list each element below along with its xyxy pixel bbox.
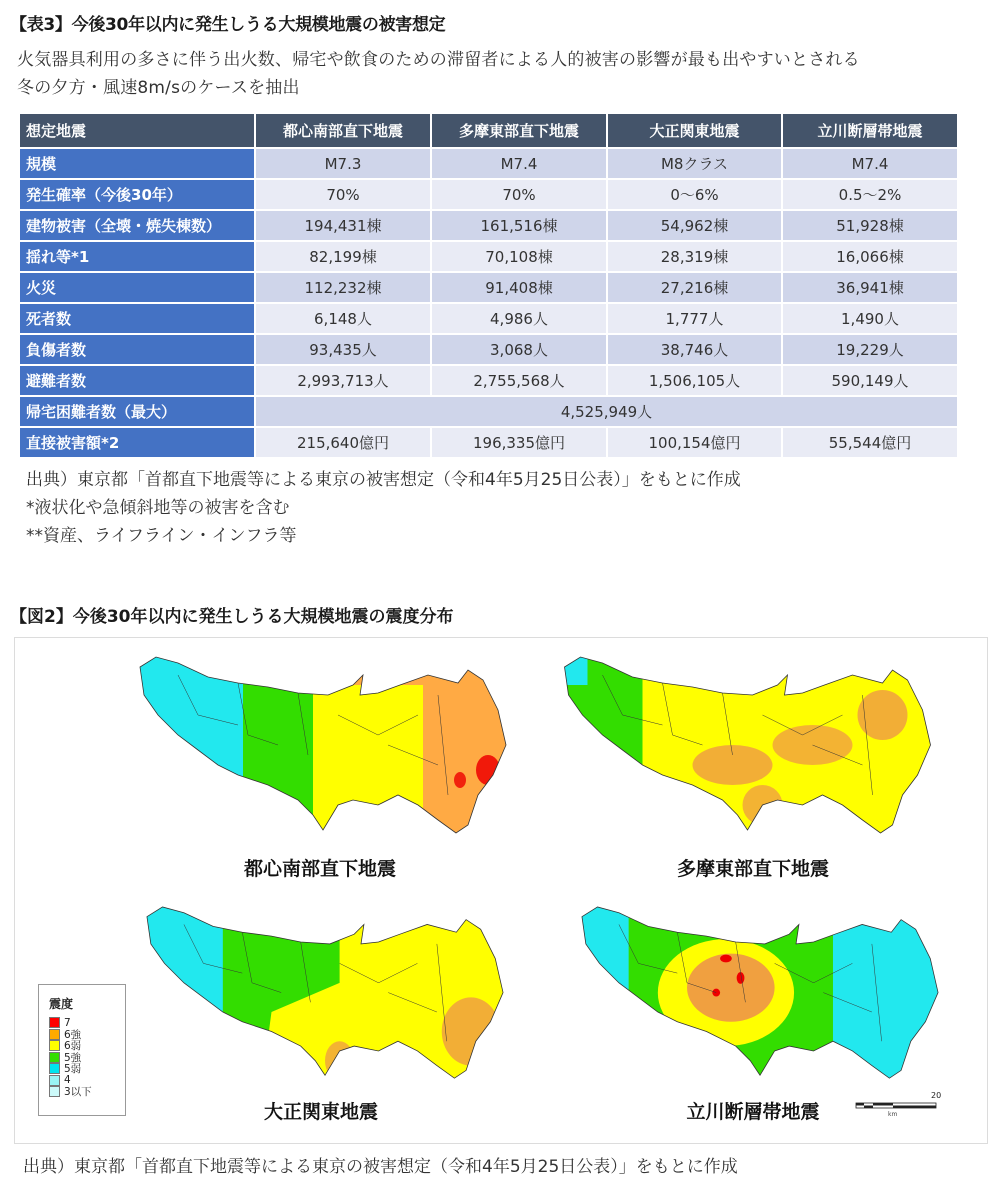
table-row [19,365,958,396]
legend-swatch-5-lower [49,1063,60,1074]
table-cell: M8クラス [607,148,782,179]
legend-label: 5強 [64,1051,82,1064]
table-cell: 1,777人 [607,303,782,334]
row-label: 直接被害額*2 [19,427,255,458]
table-cell: 51,928棟 [782,210,958,241]
table-row [19,241,958,272]
scale-value: 20 [931,1091,942,1100]
table-cell: 38,746人 [607,334,782,365]
map-label-tachikawa: 立川断層帯地震 [686,1101,820,1123]
table-row [19,272,958,303]
table-cell: 70% [431,179,607,210]
seismic-map-tokyo-south [138,655,508,840]
table-source-note: 出典）東京都「首都直下地震等による東京の被害想定（令和4年5月25日公表）」をもとに作成 [26,470,741,490]
seismic-map-tama-east [560,655,935,840]
map-label-tama-east: 多摩東部直下地震 [676,858,829,880]
legend-label: 7 [64,1016,71,1029]
table-cell: 0〜6% [607,179,782,210]
legend-swatch-5-upper [49,1052,60,1063]
scale-bar [855,1093,945,1123]
table-cell: 196,335億円 [431,427,607,458]
table-title: 【表3】今後30年以内に発生しうる大規模地震の被害想定 [10,15,446,35]
table-cell: 100,154億円 [607,427,782,458]
row-label: 揺れ等*1 [19,241,255,272]
table-cell-merged: 4,525,949人 [255,396,958,427]
table-cell: 161,516棟 [431,210,607,241]
table-cell: 19,229人 [782,334,958,365]
footnote-2: **資産、ライフライン・インフラ等 [26,526,297,546]
table-cell: 28,319棟 [607,241,782,272]
footnote-1: *液状化や急傾斜地等の被害を含む [26,498,290,518]
table-cell: 6,148人 [255,303,431,334]
table-cell: 54,962棟 [607,210,782,241]
table-cell: 590,149人 [782,365,958,396]
table-cell: 194,431棟 [255,210,431,241]
legend-swatch-7 [49,1017,60,1028]
legend-title: 震度 [49,997,74,1011]
legend-label: 4 [64,1074,71,1087]
header-scenario: 想定地震 [19,113,255,148]
table-cell: 16,066棟 [782,241,958,272]
table-intro [17,46,992,102]
figure-title: 【図2】今後30年以内に発生しうる大規模地震の震度分布 [10,607,454,627]
legend-label: 6強 [64,1028,82,1041]
table-cell: 2,993,713人 [255,365,431,396]
table-row [19,396,958,427]
scale-unit: km [888,1111,898,1118]
table-cell: 36,941棟 [782,272,958,303]
row-label: 火災 [19,272,255,303]
table-cell: 1,490人 [782,303,958,334]
figure-source-note: 出典）東京都「首都直下地震等による東京の被害想定（令和4年5月25日公表）」をもとに作成 [23,1157,738,1177]
legend-label: 6弱 [64,1040,82,1053]
table-cell: 55,544億円 [782,427,958,458]
intensity-legend [38,984,126,1116]
header-tachikawa: 立川断層帯地震 [782,113,958,148]
legend-swatch-3-below [49,1086,60,1097]
map-label-taisho-kanto: 大正関東地震 [263,1101,378,1123]
row-label: 規模 [19,148,255,179]
legend-label: 5弱 [64,1063,82,1076]
row-label: 死者数 [19,303,255,334]
table-notes [26,466,741,550]
table-header-row [19,113,958,148]
table-row [19,303,958,334]
table-row [19,210,958,241]
row-label: 負傷者数 [19,334,255,365]
row-label: 避難者数 [19,365,255,396]
table-cell: 3,068人 [431,334,607,365]
legend-swatch-6-upper [49,1029,60,1040]
row-label: 発生確率（今後30年） [19,179,255,210]
table-cell: M7.4 [782,148,958,179]
damage-estimate-table [18,112,959,459]
table-cell: 70% [255,179,431,210]
header-taisho-kanto: 大正関東地震 [607,113,782,148]
table-cell: M7.4 [431,148,607,179]
table-cell: 91,408棟 [431,272,607,303]
table-cell: 215,640億円 [255,427,431,458]
table-row [19,179,958,210]
table-cell: 70,108棟 [431,241,607,272]
table-cell: 1,506,105人 [607,365,782,396]
row-label: 建物被害（全壊・焼失棟数） [19,210,255,241]
table-row [19,148,958,179]
table-cell: 0.5〜2% [782,179,958,210]
map-label-tokyo-south: 都心南部直下地震 [243,858,396,880]
table-cell: 93,435人 [255,334,431,365]
intro-line-1: 火気器具利用の多さに伴う出火数、帰宅や飲食のための滞留者による人的被害の影響が最も出やすいとされる [17,50,860,70]
table-cell: 4,986人 [431,303,607,334]
table-cell: M7.3 [255,148,431,179]
intro-line-2: 冬の夕方・風速8m/sのケースを抽出 [17,78,300,98]
table-cell: 27,216棟 [607,272,782,303]
table-row [19,334,958,365]
legend-item [49,1086,92,1098]
legend-swatch-6-lower [49,1040,60,1051]
seismic-map-taisho-kanto [142,905,508,1085]
legend-swatch-4 [49,1075,60,1086]
header-tokyo-south: 都心南部直下地震 [255,113,431,148]
row-label: 帰宅困難者数（最大） [19,396,255,427]
table-cell: 112,232棟 [255,272,431,303]
legend-label: 3以下 [64,1086,92,1099]
legend-item [49,1063,92,1075]
header-tama-east: 多摩東部直下地震 [431,113,607,148]
seismic-map-tachikawa [577,905,943,1085]
table-row [19,427,958,458]
table-cell: 2,755,568人 [431,365,607,396]
table-cell: 82,199棟 [255,241,431,272]
